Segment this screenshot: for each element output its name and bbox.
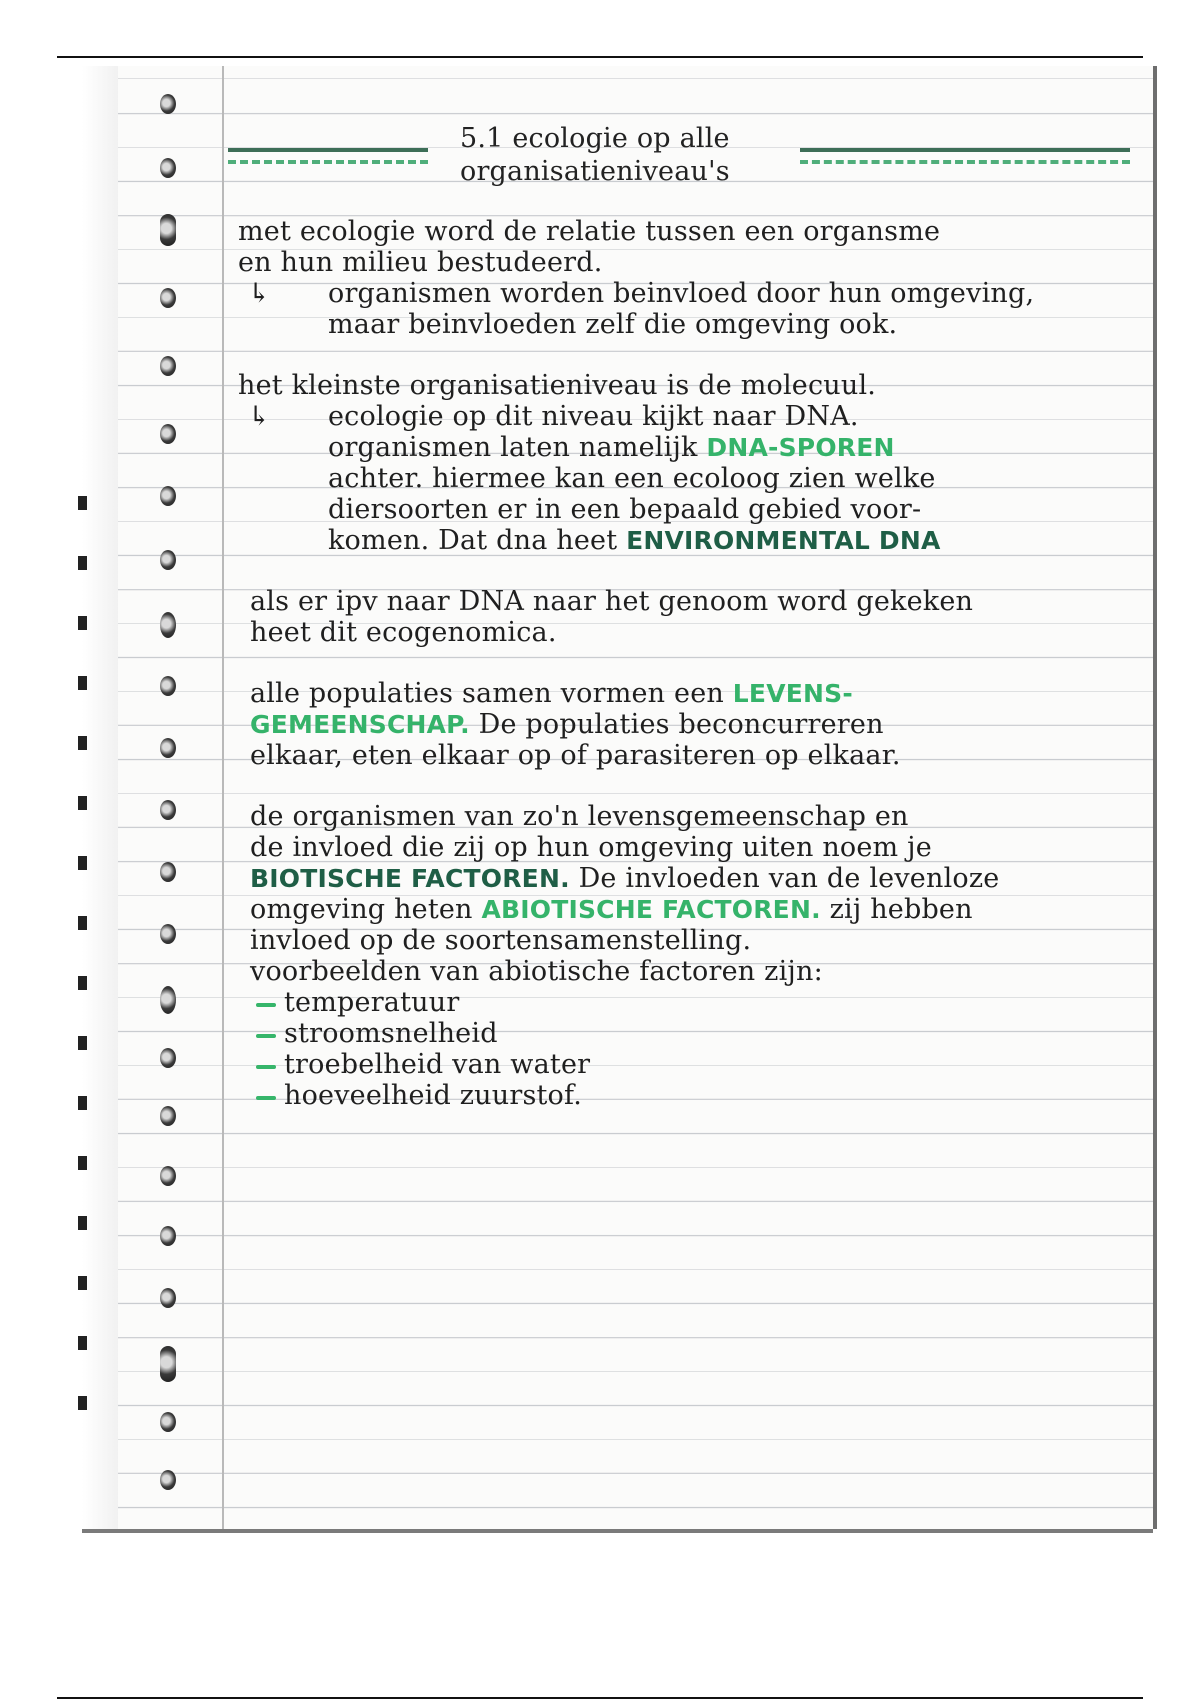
binder-hole (160, 612, 176, 638)
text-fragment: organismen laten namelijk (328, 432, 698, 463)
text-fragment: De populaties beconcurreren (478, 709, 884, 740)
binder-hole (160, 862, 176, 882)
text-fragment: De invloeden van de levenloze (578, 863, 1000, 894)
paragraph-ecology-definition (238, 216, 1128, 340)
text-line (250, 709, 1128, 740)
text-line (238, 525, 1128, 556)
text-line (250, 894, 1128, 925)
binder-hole (160, 550, 176, 570)
binder-hole (160, 1106, 176, 1126)
notes-content (238, 122, 1128, 1111)
text-line: achter. hiermee kan een ecoloog zien welke (328, 463, 936, 494)
edge-tick (78, 1096, 87, 1110)
text-line: als er ipv naar DNA naar het genoom word gekeken (250, 586, 974, 617)
binder-hole (160, 738, 176, 758)
edge-tick (78, 1336, 87, 1350)
binder-hole (160, 924, 176, 944)
paragraph-factors (238, 801, 1128, 1111)
binder-hole (160, 986, 176, 1014)
binder-hole (160, 1048, 176, 1068)
arrow-line (238, 401, 1128, 432)
binder-hole (160, 1166, 176, 1186)
term-environmental-dna: ENVIRONMENTAL DNA (626, 526, 941, 555)
text-fragment: zij hebben (829, 894, 973, 925)
edge-tick (78, 556, 87, 570)
edge-tick (78, 1276, 87, 1290)
edge-tick (78, 676, 87, 690)
text-fragment: alle populaties samen vormen een (250, 678, 724, 709)
arrow-line (238, 278, 1128, 309)
term-levens: LEVENS- (732, 679, 853, 708)
edge-tick (78, 496, 87, 510)
title-block (238, 122, 1128, 198)
list-item: temperatuur (250, 987, 1128, 1018)
binder-hole (160, 94, 176, 114)
text-line: diersoorten er in een bepaald gebied voor- (328, 494, 922, 525)
paragraph-community (238, 678, 1128, 771)
term-biotische-factoren: BIOTISCHE FACTOREN. (250, 864, 570, 893)
page-top-rule (57, 56, 1143, 58)
text-fragment: omgeving heten (250, 894, 473, 925)
binder-hole (160, 1346, 176, 1382)
text-line: invloed op de soortensamenstelling. (250, 925, 752, 956)
term-abiotische-factoren: ABIOTISCHE FACTOREN. (481, 895, 821, 924)
edge-tick (78, 736, 87, 750)
binder-hole (160, 214, 176, 246)
binder-hole (160, 1226, 176, 1246)
binder-hole (160, 676, 176, 696)
title-line-2: organisatieniveau's (460, 156, 730, 187)
edge-tick (78, 856, 87, 870)
paragraph-ecogenomics (238, 586, 1128, 648)
term-gemeenschap: GEMEENSCHAP. (250, 710, 470, 739)
arrow-icon: ↳ (248, 401, 271, 432)
text-line: voorbeelden van abiotische factoren zijn: (250, 956, 823, 987)
title-underline-left (228, 148, 428, 162)
binder-hole (160, 424, 176, 444)
edge-tick (78, 1156, 87, 1170)
list-item: hoeveelheid zuurstof. (250, 1080, 1128, 1111)
list-item: stroomsnelheid (250, 1018, 1128, 1049)
edge-tick (78, 976, 87, 990)
text-line (238, 432, 1128, 463)
text-line: organismen worden beinvloed door hun omgeving, (328, 278, 1035, 309)
text-fragment: komen. Dat dna heet (328, 525, 618, 556)
edge-tick (78, 1396, 87, 1410)
edge-tick (78, 916, 87, 930)
text-line: de organismen van zo'n levensgemeenschap en (250, 801, 909, 832)
binder-hole (160, 486, 176, 506)
text-line: en hun milieu bestudeerd. (238, 247, 603, 278)
edge-tick (78, 796, 87, 810)
text-line (250, 863, 1128, 894)
edge-tick (78, 1036, 87, 1050)
text-line: ecologie op dit niveau kijkt naar DNA. (328, 401, 859, 432)
page-bottom-rule (57, 1697, 1143, 1699)
list-item: troebelheid van water (250, 1049, 1128, 1080)
text-line: maar beinvloeden zelf die omgeving ook. (328, 309, 898, 340)
title-underline-right (800, 148, 1130, 162)
text-line: het kleinste organisatieniveau is de molecuul. (238, 370, 877, 401)
binder-hole (160, 1470, 176, 1490)
text-line: heet dit ecogenomica. (250, 617, 557, 648)
paragraph-molecule-level (238, 370, 1128, 556)
text-line: met ecologie word de relatie tussen een organsme (238, 216, 941, 247)
edge-tick (78, 616, 87, 630)
abiotic-examples-list (250, 987, 1128, 1111)
binder-hole (160, 158, 176, 178)
text-line (250, 678, 1128, 709)
edge-tick (78, 1216, 87, 1230)
margin-line (222, 66, 224, 1529)
binder-hole (160, 800, 176, 820)
arrow-icon: ↳ (248, 278, 271, 309)
text-line: de invloed die zij op hun omgeving uiten noem je (250, 832, 932, 863)
text-line: elkaar, eten elkaar op of parasiteren op elkaar. (250, 740, 901, 771)
binder-hole (160, 288, 176, 308)
binder-hole (160, 1288, 176, 1308)
term-dna-sporen: DNA-SPOREN (706, 433, 895, 462)
binder-hole (160, 1412, 176, 1432)
title-line-1: 5.1 ecologie op alle (460, 123, 730, 154)
binder-hole (160, 356, 176, 376)
binding-strip (82, 66, 118, 1529)
